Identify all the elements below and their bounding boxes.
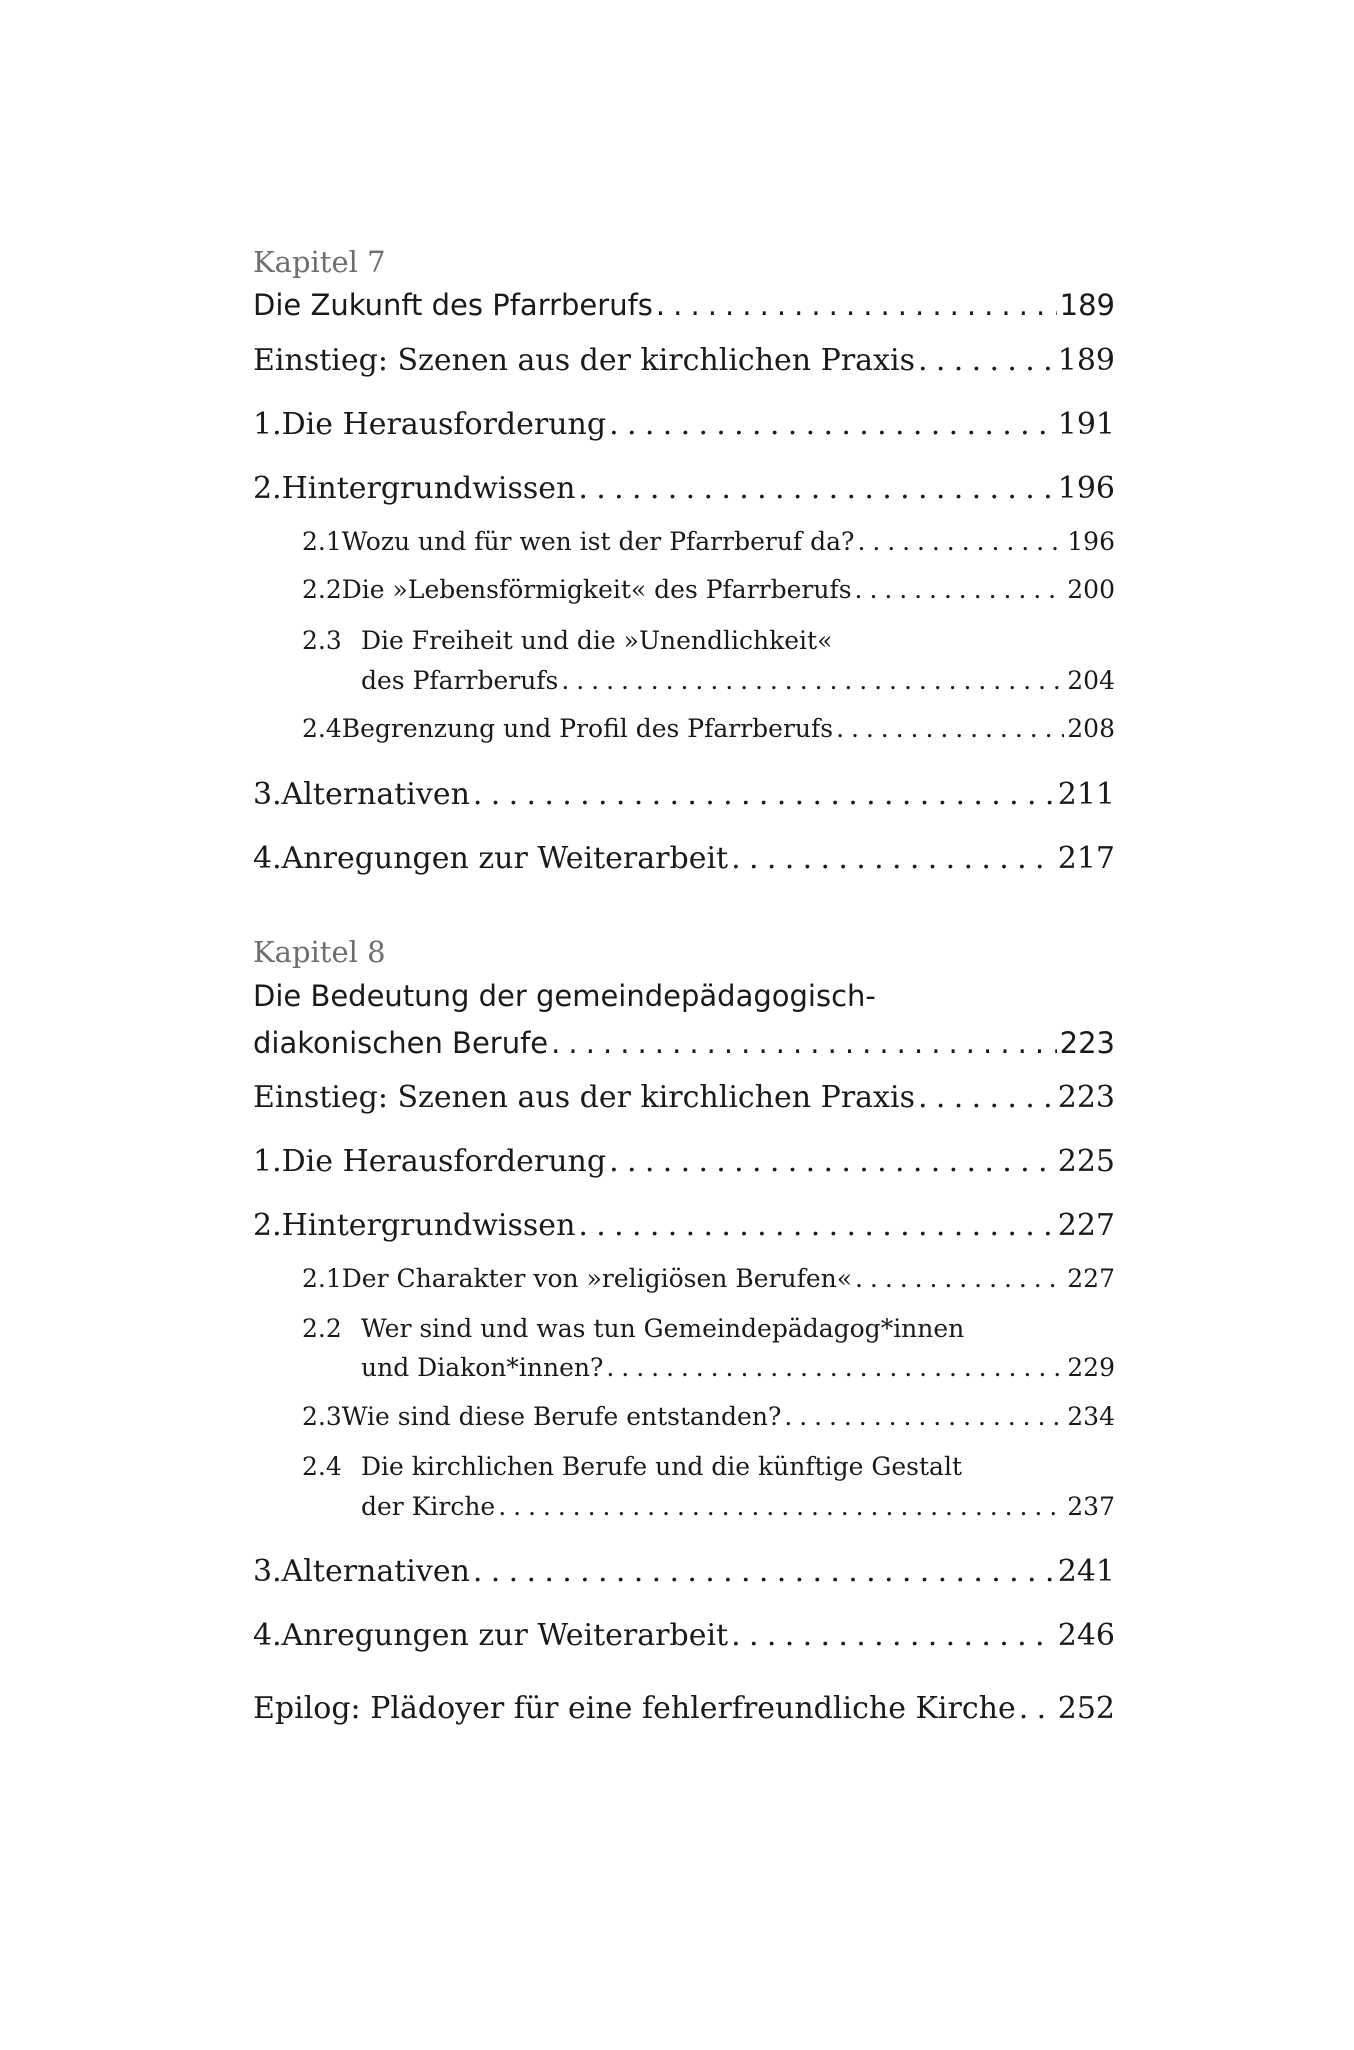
leader-dots: [855, 1266, 1064, 1291]
leader-dots: [731, 844, 1055, 874]
page-number: 200: [1067, 575, 1115, 604]
entry-text: der Kirche: [361, 1492, 496, 1521]
entry-text: Die Herausforderung: [281, 1144, 607, 1179]
toc-entry-epilog[interactable]: [253, 1691, 1115, 1726]
leader-dots: [918, 346, 1055, 376]
page-number: 227: [1057, 1208, 1115, 1243]
chapter-8-label: Kapitel 8: [253, 935, 386, 969]
entry-text: Einstieg: Szenen aus der kirchlichen Praxis: [253, 343, 915, 378]
entry-text: Die »Lebensförmigkeit« des Pfarrberufs: [341, 575, 852, 604]
entry-number: 2.4: [302, 1452, 342, 1481]
leader-dots: [609, 1147, 1055, 1177]
toc-subentry[interactable]: [253, 716, 1115, 741]
entry-text: Alternativen: [281, 1554, 470, 1589]
entry-text: Einstieg: Szenen aus der kirchlichen Praxis: [253, 1080, 915, 1115]
entry-number: 2.: [253, 1208, 282, 1243]
entry-text: Der Charakter von »religiösen Berufen«: [341, 1264, 853, 1293]
chapter-title: diakonischen Berufe: [253, 1026, 549, 1060]
toc-entry[interactable]: [253, 777, 1115, 812]
leader-dots: [1019, 1694, 1055, 1724]
chapter-8-title-entry[interactable]: [253, 1026, 1115, 1060]
leader-dots: [857, 529, 1064, 554]
entry-number: 2.3: [302, 1402, 342, 1431]
leader-dots: [784, 1404, 1064, 1429]
toc-subentry-firstline[interactable]: [253, 628, 1115, 653]
page-number: 191: [1057, 407, 1115, 442]
entry-text: Wer sind und was tun Gemeindepädagog*innen: [361, 1314, 965, 1343]
page-number: 223: [1057, 1080, 1115, 1115]
entry-number: 1.: [253, 407, 282, 442]
page-number: 237: [1067, 1492, 1115, 1521]
leader-dots: [473, 1557, 1055, 1587]
page-number: 217: [1057, 841, 1115, 876]
page-number: 241: [1057, 1554, 1115, 1589]
leader-dots: [551, 1029, 1057, 1058]
entry-text: Die kirchlichen Berufe und die künftige Gestalt: [361, 1452, 963, 1481]
entry-text: des Pfarrberufs: [361, 666, 559, 695]
leader-dots: [606, 1355, 1064, 1380]
toc-entry[interactable]: [253, 841, 1115, 876]
entry-text: Hintergrundwissen: [281, 471, 576, 506]
toc-entry[interactable]: [253, 407, 1115, 442]
chapter-7-label: Kapitel 7: [253, 245, 386, 279]
toc-subentry[interactable]: [253, 1404, 1115, 1429]
page-number: 234: [1067, 1402, 1115, 1431]
entry-number: 2.4: [302, 714, 342, 743]
page-number: 196: [1067, 527, 1115, 556]
entry-text: und Diakon*innen?: [361, 1353, 604, 1382]
page-number: 229: [1067, 1353, 1115, 1382]
entry-number: 2.2: [302, 1314, 342, 1343]
toc-entry[interactable]: [253, 1208, 1115, 1243]
entry-number: 1.: [253, 1144, 282, 1179]
entry-number: 4.: [253, 1618, 282, 1653]
entry-text: Wozu und für wen ist der Pfarrberuf da?: [341, 527, 855, 556]
entry-number: 3.: [253, 1554, 282, 1589]
entry-number: 3.: [253, 777, 282, 812]
chapter-title: Die Zukunft des Pfarrberufs: [253, 288, 653, 322]
leader-dots: [731, 1621, 1055, 1651]
entry-number: 4.: [253, 841, 282, 876]
entry-text: Anregungen zur Weiterarbeit: [281, 841, 729, 876]
toc-subentry[interactable]: [253, 577, 1115, 602]
leader-dots: [498, 1494, 1064, 1519]
toc-subentry-firstline[interactable]: [253, 1454, 1115, 1479]
page-number: 246: [1057, 1618, 1115, 1653]
toc-entry[interactable]: [253, 1554, 1115, 1589]
entry-number: 2.: [253, 471, 282, 506]
leader-dots: [561, 668, 1064, 693]
leader-dots: [836, 716, 1064, 741]
toc-subentry[interactable]: [253, 1266, 1115, 1291]
leader-dots: [918, 1083, 1055, 1113]
toc-subentry-firstline[interactable]: [253, 1316, 1115, 1341]
toc-entry-einstieg[interactable]: [253, 343, 1115, 378]
entry-number: 2.1: [302, 1264, 342, 1293]
page-number: 189: [1057, 343, 1115, 378]
page-number: 204: [1067, 666, 1115, 695]
toc-subentry-continuation[interactable]: [253, 668, 1115, 693]
toc-entry[interactable]: [253, 471, 1115, 506]
page-number: 189: [1059, 288, 1115, 322]
toc-entry-einstieg[interactable]: [253, 1080, 1115, 1115]
page-number: 223: [1059, 1026, 1115, 1060]
page-number: 225: [1057, 1144, 1115, 1179]
leader-dots: [855, 577, 1065, 602]
page-number: 196: [1057, 471, 1115, 506]
leader-dots: [473, 780, 1055, 810]
chapter-7-title-entry[interactable]: [253, 288, 1115, 322]
toc-subentry-continuation[interactable]: [253, 1355, 1115, 1380]
entry-text: Anregungen zur Weiterarbeit: [281, 1618, 729, 1653]
leader-dots: [578, 474, 1054, 504]
toc-entry[interactable]: [253, 1144, 1115, 1179]
entry-text: Hintergrundwissen: [281, 1208, 576, 1243]
entry-number: 2.3: [302, 626, 342, 655]
entry-text: Wie sind diese Berufe entstanden?: [341, 1402, 782, 1431]
entry-text: Die Freiheit und die »Unendlichkeit«: [361, 626, 833, 655]
page-number: 227: [1067, 1264, 1115, 1293]
entry-number: 2.2: [302, 575, 342, 604]
entry-text: Die Herausforderung: [281, 407, 607, 442]
leader-dots: [578, 1211, 1054, 1241]
entry-text: Begrenzung und Profil des Pfarrberufs: [341, 714, 834, 743]
page-number: 208: [1067, 714, 1115, 743]
entry-text: Epilog: Plädoyer für eine fehlerfreundliche Kirche: [253, 1691, 1016, 1726]
toc-entry[interactable]: [253, 1618, 1115, 1653]
leader-dots: [609, 410, 1055, 440]
chapter-8-title-firstline[interactable]: Die Bedeutung der gemeindepädagogisch-: [253, 979, 876, 1013]
entry-text: Alternativen: [281, 777, 470, 812]
page-number: 211: [1057, 777, 1115, 812]
page-number: 252: [1057, 1691, 1115, 1726]
entry-number: 2.1: [302, 527, 342, 556]
leader-dots: [656, 291, 1057, 320]
toc-subentry[interactable]: [253, 529, 1115, 554]
toc-subentry-continuation[interactable]: [253, 1494, 1115, 1519]
